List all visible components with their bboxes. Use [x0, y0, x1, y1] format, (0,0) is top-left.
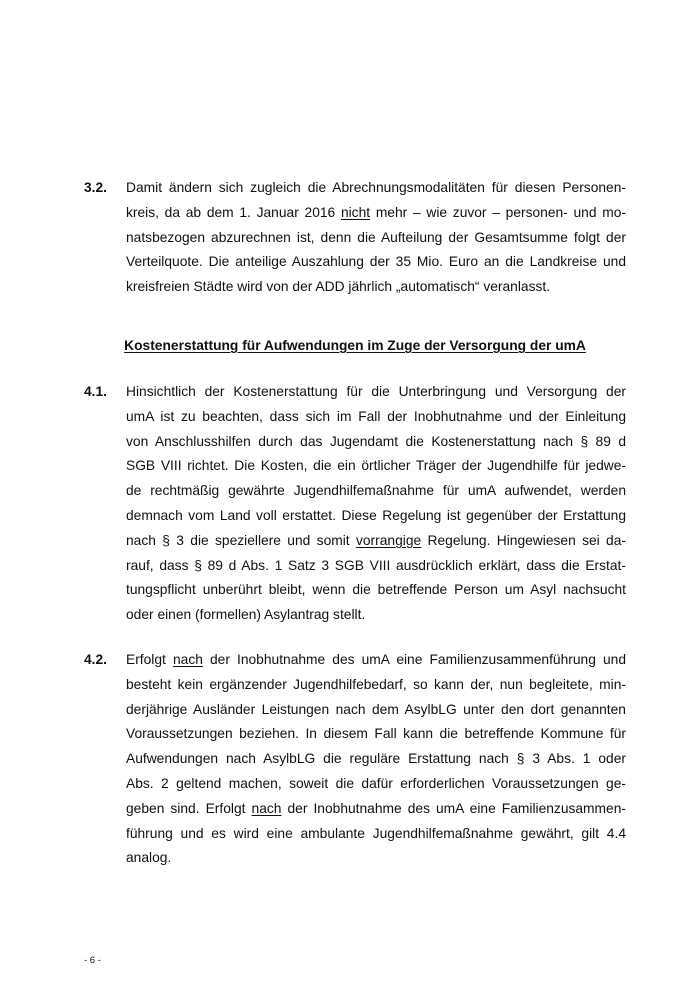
text-line — [126, 698, 626, 723]
underlined-emphasis: vorrangige — [355, 532, 422, 548]
text-line — [126, 603, 626, 628]
text-segment: der Inobhutnahme des umA eine Familienzusammenführung und — [202, 652, 626, 667]
text-segment: kreis, da ab dem 1. Januar 2016 — [126, 204, 341, 220]
text-line — [126, 176, 626, 201]
section-number: 4.2. — [84, 652, 108, 667]
text-line — [126, 529, 626, 554]
text-line — [126, 822, 626, 847]
text-segment: umA ist zu beachten, dass sich im Fall der Inobhutnahme und der Einleitung — [126, 408, 626, 424]
text-segment: von Anschlusshilfen durch das Jugendamt die Kostenerstattung nach § 89 d — [126, 433, 626, 449]
underlined-emphasis: nach — [251, 800, 282, 816]
text-line — [126, 673, 626, 698]
text-line — [126, 430, 626, 455]
text-line — [126, 380, 626, 405]
text-line — [126, 846, 626, 871]
text-segment: führung und es wird eine ambulante Jugendhilfemaßnahme gewährt, gilt 4.4 — [126, 825, 626, 841]
text-segment: Hinsichtlich der Kostenerstattung für die Unterbringung und Versorgung der — [126, 384, 626, 399]
text-segment: besteht kein ergänzender Jugendhilfebedarf, so kann der, nun begleitete, min- — [126, 676, 626, 692]
text-segment: Abs. 2 geltend machen, soweit die dafür erforderlichen Voraussetzungen ge- — [126, 775, 626, 791]
section-number: 4.1. — [84, 384, 108, 399]
text-segment: derjährige Ausländer Leistungen nach dem AsylbLG unter den dort genannten — [126, 701, 626, 717]
section-body — [126, 380, 626, 628]
text-line — [126, 479, 626, 504]
text-line — [126, 201, 626, 226]
section-body — [126, 176, 626, 300]
text-segment: kreisfreien Städte wird von der ADD jährlich „automatisch“ veranlasst. — [126, 279, 551, 295]
text-segment: der Inobhutnahme des umA eine Familienzusammen- — [281, 800, 626, 816]
text-line — [126, 454, 626, 479]
text-segment: tungspflicht unberührt bleibt, wenn die betreffende Person um Asyl nachsucht — [126, 582, 626, 598]
text-line — [126, 226, 626, 251]
section-heading: Kostenerstattung für Aufwendungen im Zuge der Versorgung der umA — [124, 338, 586, 353]
page-number: - 6 - — [84, 955, 101, 966]
text-line — [126, 504, 626, 529]
text-segment: demnach vom Land voll erstattet. Diese Regelung ist gegenüber der Erstattung — [126, 507, 626, 523]
text-line — [126, 275, 626, 300]
text-segment: mehr – wie zuvor – personen- und mo- — [370, 204, 626, 220]
text-line — [126, 405, 626, 430]
text-line — [126, 722, 626, 747]
text-segment: de rechtmäßig gewährte Jugendhilfemaßnahme für umA aufwendet, werden — [126, 483, 626, 499]
text-line — [126, 747, 626, 772]
text-segment: Verteilquote. Die anteilige Auszahlung der 35 Mio. Euro an die Landkreise und — [126, 254, 626, 270]
text-segment: rauf, dass § 89 d Abs. 1 Satz 3 SGB VIII ausdrücklich erklärt, dass die Erstat- — [126, 557, 626, 573]
section-body — [126, 648, 626, 871]
text-segment: Damit ändern sich zugleich die Abrechnungsmodalitäten für diesen Personen- — [126, 180, 626, 195]
text-segment: analog. — [126, 850, 172, 866]
text-segment: Voraussetzungen beziehen. In diesem Fall kann die betreffende Kommune für — [126, 726, 626, 742]
underlined-emphasis: nicht — [340, 204, 371, 220]
text-segment: oder einen (formellen) Asylantrag stellt. — [126, 607, 366, 623]
text-segment: geben sind. Erfolgt — [126, 800, 252, 816]
text-segment: SGB VIII richtet. Die Kosten, die ein örtlicher Träger der Jugendhilfe für jedwe- — [126, 458, 626, 474]
text-line — [126, 772, 626, 797]
section-number: 3.2. — [84, 180, 108, 195]
text-line — [126, 250, 626, 275]
text-line — [126, 797, 626, 822]
underlined-emphasis: nach — [172, 652, 203, 667]
text-segment: nach § 3 die speziellere und somit — [126, 532, 356, 548]
text-segment: Regelung. Hingewiesen sei da- — [421, 532, 626, 548]
text-line — [126, 554, 626, 579]
text-line — [126, 648, 626, 673]
text-segment: Erfolgt — [126, 652, 173, 667]
text-line — [126, 578, 626, 603]
text-segment: natsbezogen abzurechnen ist, denn die Aufteilung der Gesamtsumme folgt der — [126, 229, 626, 245]
text-segment: Aufwendungen nach AsylbLG die reguläre Erstattung nach § 3 Abs. 1 oder — [126, 751, 626, 767]
